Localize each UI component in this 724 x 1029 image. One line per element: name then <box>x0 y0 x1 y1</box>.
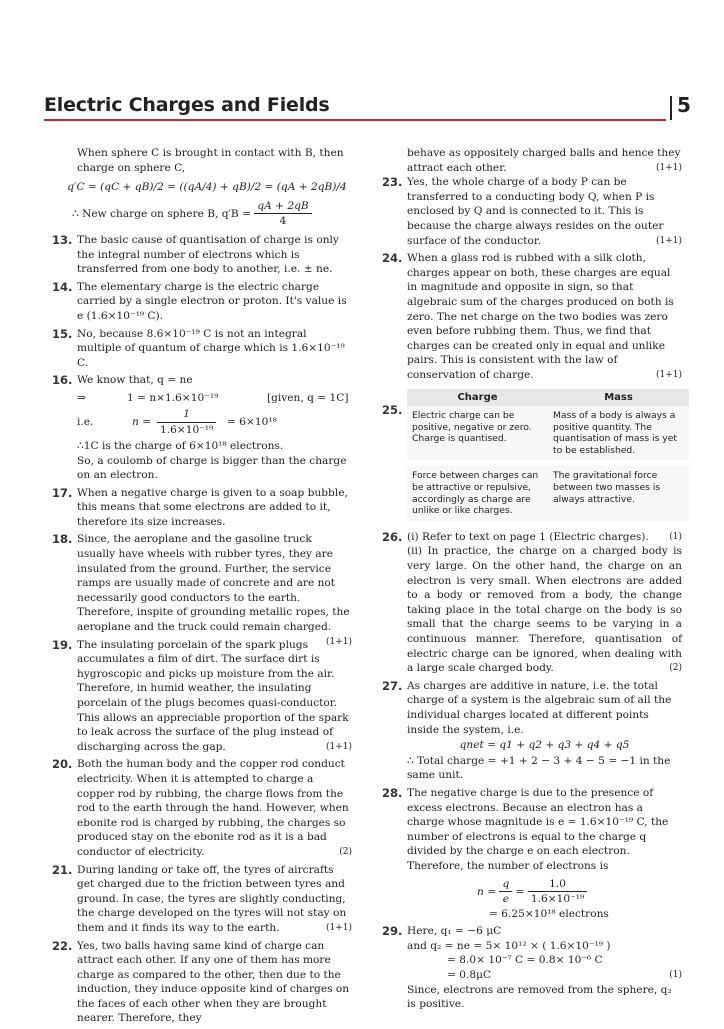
answer-28 <box>382 786 682 921</box>
part-ii <box>407 544 682 675</box>
page-number: 5 <box>677 93 691 117</box>
answer-text: (i) Refer to text on page 1 (Electric charges). <box>407 530 649 543</box>
question-number: 23. <box>382 175 403 190</box>
fraction-denominator: 4 <box>279 215 287 228</box>
fraction-numerator: 1.0 <box>528 877 587 893</box>
part-i <box>407 530 682 545</box>
fraction-numerator: 1 <box>157 407 216 423</box>
q16-ie: i.e. <box>77 415 94 428</box>
answer-text: Yes, the whole charge of a body P can be transferred to a conducting body Q, when P is enclosed by Q and is connected to it. This is because the charge always resides on the outer surface of the conductor. <box>407 176 664 247</box>
question-number: 21. <box>52 862 73 877</box>
fraction-numerator: qA + 2qB <box>254 199 311 215</box>
question-number: 15. <box>52 326 73 341</box>
q16-lhs: n = <box>132 415 152 428</box>
q16-equation: 1 = n×1.6×10⁻¹⁹ <box>127 391 219 404</box>
answer-text: When a glass rod is rubbed with a silk cloth, charges appear on both, these charges are equal in magnitude and opposite in sign, so that algebraic sum of the charges produced on both is zero. The net charge on the two bodies was zero even before rubbing them. Thus, we find that charges can be created only in equal and unlike pairs. This is consistent with the law of conservation of charge. <box>407 252 674 381</box>
answer-15 <box>52 327 352 371</box>
answer-text: (ii) In practice, the charge on a charged body is very large. On the other hand, the charge on an electron is very small. When electrons are added to a body or removed from a body, the change taking place in the total charge on the body is so small that the charge seems to be varying in a continuous manner. Therefore, quantisation of electric charge can be ignored, when dealing with a large scale charged body. <box>407 545 682 675</box>
q16-line2 <box>77 407 352 437</box>
table-cell: The gravitational force between two masses is always attractive. <box>548 463 689 523</box>
question-number: 13. <box>52 232 73 247</box>
answer-text: During landing or take off, the tyres of aircrafts get charged due to the friction between tyres and ground. In case, the tyres are slightly conducting, the charge developed on the tyres will not stay on them and it finds its way to the earth. <box>77 863 347 934</box>
question-number: 22. <box>52 938 73 953</box>
question-number: 20. <box>52 757 73 772</box>
question-number: 24. <box>382 251 403 266</box>
answer-27 <box>382 679 682 783</box>
answer-text: = 0.8μC <box>447 969 492 982</box>
q16-note: [given, q = 1C] <box>267 391 349 404</box>
answer-text: The elementary charge is the electric charge carried by a single electron or proton. It's value is e (1.6×10⁻¹⁹ C). <box>77 280 347 322</box>
intro-text: When sphere C is brought in contact with B, then charge on sphere C, <box>77 147 344 174</box>
question-number: 26. <box>382 529 403 544</box>
answer-text: As charges are additive in nature, i.e. the total charge of a system is the algebraic sum of all the individual charges located at different points inside the system, i.e. <box>407 679 672 736</box>
marks: (1+1) <box>325 922 352 933</box>
equation-qb-prefix: ∴ New charge on sphere B, q′B = <box>72 207 251 220</box>
fraction-denominator: 1.6×10⁻¹⁹ <box>530 893 585 906</box>
table-header: Charge <box>407 389 548 407</box>
table-cell: Force between charges can be attractive or repulsive, accordingly as charge are unlike or like charges. <box>407 463 548 523</box>
answer-text: Yes, two balls having same kind of charge can attract each other. If any one of them has more charge as compared to the other, then due to the induction, they induce opposite kind of charges on the faces of each other when they are brought nearer. Therefore, they <box>77 939 350 1025</box>
answer-21 <box>52 863 352 936</box>
equation-qc: q′C = (qC + qB)/2 = ((qA/4) + qB)/2 = (qA + 2qB)/4 <box>67 181 347 194</box>
question-number: 14. <box>52 279 73 294</box>
question-number: 19. <box>52 637 73 652</box>
q16-symbol: ⇒ <box>77 391 86 404</box>
electron-count-result: = 6.25×10¹⁸ electrons <box>489 907 609 920</box>
answer-20 <box>52 757 352 859</box>
q29-line4 <box>407 968 682 983</box>
qnet-equation: qnet = q1 + q2 + q3 + q4 + q5 <box>459 739 630 752</box>
answer-26 <box>382 530 682 676</box>
question-number: 16. <box>52 373 73 388</box>
header-rule <box>44 119 666 121</box>
q29-line2: and q₂ = ne = 5× 10¹² × ( 1.6×10⁻¹⁹ ) <box>407 939 611 952</box>
answer-text-2: Therefore, the number of electrons is <box>407 859 609 872</box>
answer-25 <box>382 389 682 527</box>
right-column <box>382 146 682 1015</box>
question-number: 27. <box>382 678 403 693</box>
answer-text: No, because 8.6×10⁻¹⁹ C is not an integral multiple of quantum of charge which is 1.6×10⁻¹⁹ C. <box>77 327 345 369</box>
marks: (1+1) <box>655 369 682 380</box>
table-header: Mass <box>548 389 689 407</box>
answer-text: Both the human body and the copper rod conduct electricity. When it is attempted to charge a copper rod by rubbing, the charge flows from the rod to the earth through the hand. However, when ebonite rod is charged by rubbing, the charges so produced stay on the ebonite rod as it is a bad conductor of electricity. <box>77 758 349 858</box>
total-charge: ∴ Total charge = +1 + 2 − 3 + 4 − 5 = −1 in the same unit. <box>407 754 671 782</box>
answer-29 <box>382 924 682 1012</box>
answer-13 <box>52 233 352 277</box>
answer-text: The insulating porcelain of the spark plugs accumulates a film of dirt. The surface dirt is hygroscopic and picks up moisture from the air. Therefore, in humid weather, the insulating porcelain of the plugs becomes quasi-conductor. This allows an appreciable proportion of the spark to leak across the surface of the plug instead of discharging across the gap. <box>77 638 349 753</box>
page-header <box>44 93 691 120</box>
question-number: 17. <box>52 485 73 500</box>
marks: (1+1) <box>655 235 682 246</box>
q29-line5: Since, electrons are removed from the sphere, q₂ is positive. <box>407 983 672 1011</box>
answer-19 <box>52 638 352 755</box>
fraction-denominator: e <box>502 893 509 906</box>
marks: (2) <box>339 846 352 857</box>
q16-line4: So, a coulomb of charge is bigger than the charge on an electron. <box>77 454 347 482</box>
header-divider <box>670 96 672 120</box>
equation-qb <box>72 199 352 229</box>
question-number: 25. <box>382 402 403 417</box>
marks: (1+1) <box>325 636 352 647</box>
equation-qb-fraction <box>254 199 311 229</box>
answer-text: We know that, q = ne <box>77 374 193 387</box>
marks: (1+1) <box>655 162 682 173</box>
marks: (1) <box>669 970 682 981</box>
marks: (1) <box>669 531 682 542</box>
answer-text: When a negative charge is given to a soap bubble, this means that some electrons are added to it, therefore its size increases. <box>77 486 348 528</box>
answer-text: behave as oppositely charged balls and hence they attract each other. <box>407 147 681 174</box>
fraction-numerator: q <box>499 877 512 893</box>
answer-17 <box>52 486 352 530</box>
left-column <box>52 146 352 1029</box>
marks: (1+1) <box>325 741 352 752</box>
answer-22 <box>52 939 352 1027</box>
charge-mass-table <box>407 389 689 527</box>
table-cell: Electric charge can be positive, negative or zero. Charge is quantised. <box>407 406 548 463</box>
q-over-e <box>499 877 512 907</box>
answer-text: Since, the aeroplane and the gasoline truck usually have wheels with rubber tyres, they are insulated from the ground. Further, the service ramps are usually made of concrete and are not necessarily good conductors to the earth. Therefore, inspite of grounding metallic ropes, the aeroplane and the truck could remain charged. <box>77 533 350 634</box>
q16-line1 <box>77 391 352 407</box>
value-fraction <box>528 877 587 907</box>
question-number: 18. <box>52 532 73 547</box>
answer-16 <box>52 373 352 482</box>
answer-text: The basic cause of quantisation of charge is only the integral number of electrons which is transferred from one body to another, i.e. ± ne. <box>77 233 339 276</box>
answer-23 <box>382 175 682 248</box>
answer-text: The negative charge is due to the presence of excess electrons. Because an electron has a charge whose magnitude is e = 1.6×10⁻¹⁹ C, the number of electrons is equal to the charge q divided by the charge e on each electron. <box>407 786 669 858</box>
answer-14 <box>52 280 352 324</box>
eq-lhs: n = <box>477 885 497 898</box>
q29-line1: Here, q₁ = −6 μC <box>407 925 502 938</box>
answer-24 <box>382 251 682 382</box>
q16-fraction <box>157 407 216 437</box>
eq-equals: = <box>515 885 525 898</box>
electron-count-equation <box>477 877 682 907</box>
question-number: 28. <box>382 785 403 800</box>
q16-line3: ∴1C is the charge of 6×10¹⁸ electrons. <box>77 439 284 452</box>
answer-22-continued <box>382 146 682 175</box>
table-cell: Mass of a body is always a positive quantity. The quantisation of mass is yet to be established. <box>548 406 689 463</box>
fraction-denominator: 1.6×10⁻¹⁹ <box>160 423 214 436</box>
question-number: 29. <box>382 924 403 939</box>
q16-rhs: = 6×10¹⁸ <box>227 415 277 428</box>
q29-line3: = 8.0× 10⁻⁷ C = 0.8× 10⁻⁶ C <box>447 954 603 967</box>
table-row <box>407 463 689 523</box>
marks: (2) <box>669 663 682 674</box>
chapter-title: Electric Charges and Fields <box>44 94 330 116</box>
table-row <box>407 406 689 463</box>
